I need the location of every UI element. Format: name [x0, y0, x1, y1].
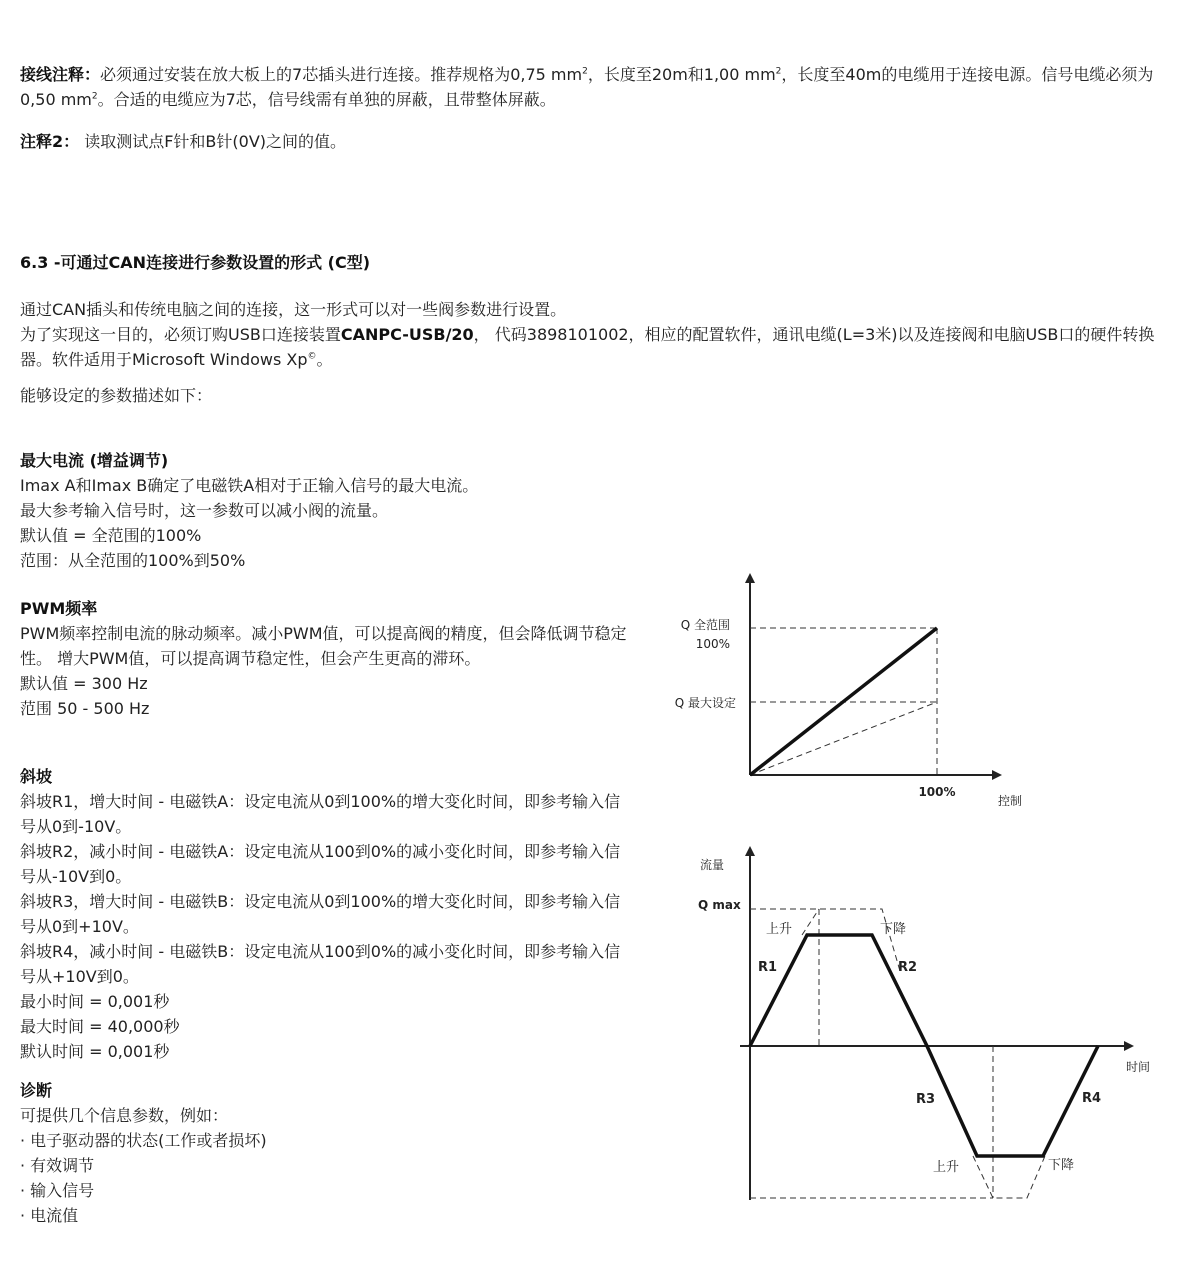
- ramp-default-time: 默认时间 = 0,001秒: [20, 1042, 170, 1061]
- q-max-label: Q max: [698, 898, 741, 912]
- y-axis-label: 流量: [700, 858, 725, 872]
- ramp-min-time: 最小时间 = 0,001秒: [20, 992, 170, 1011]
- note-2-text: 读取测试点F针和B针(0V)之间的值。: [79, 132, 347, 151]
- phase-label-fall: 下降: [880, 922, 907, 937]
- phase-label-rise: 上升: [933, 1160, 960, 1175]
- intro-2-text-a: 为了实现这一目的，必须订购USB口连接装置: [20, 325, 341, 344]
- ramp-label-r1: R1: [758, 960, 778, 975]
- full-gain-line: [750, 628, 937, 775]
- y-label-max-setting: Q 最大设定: [674, 696, 736, 710]
- max-current-line: Imax A和Imax B确定了电磁铁A相对于正输入信号的最大电流。: [20, 476, 479, 495]
- wiring-note: [20, 62, 1185, 112]
- diag-heading: 诊断: [20, 1081, 53, 1100]
- intro-paragraph-2: [20, 322, 1185, 372]
- ramp-item: 斜坡R2，减小时间 - 电磁铁A：设定电流从100到0%的减小变化时间，即参考输入信号从-10V到0。: [20, 842, 621, 886]
- pwm-default: 默认值 = 300 Hz: [20, 674, 148, 693]
- copyright-mark: ©: [307, 351, 317, 362]
- params-intro: [20, 383, 1185, 408]
- wiring-note-label: 接线注释：: [20, 65, 101, 84]
- pwm-description: PWM频率控制电流的脉动频率。减小PWM值，可以提高阀的精度，但会降低调节稳定性。 增大PWM值，可以提高调节稳定性，但会产生更高的滞环。: [20, 624, 627, 668]
- wiring-note-text-d: 。合适的电缆应为7芯，信号线需有单独的屏蔽，且带整体屏蔽。: [97, 90, 556, 109]
- x-tick-100: 100%: [918, 785, 956, 799]
- section-intro: [20, 297, 1185, 372]
- gain-chart: [650, 565, 1070, 815]
- ramp-max-time: 最大时间 = 40,000秒: [20, 1017, 180, 1036]
- superscript: 2: [91, 91, 98, 102]
- max-current-line: 最大参考输入信号时，这一参数可以减小阀的流量。: [20, 501, 389, 520]
- ramp-label-r3: R3: [916, 1092, 936, 1107]
- max-current-heading: 最大电流 (增益调节): [20, 451, 169, 470]
- section-title: [20, 250, 1185, 275]
- product-name: CANPC-USB/20: [340, 325, 474, 344]
- params-intro-text: 能够设定的参数描述如下：: [20, 386, 213, 405]
- pwm-heading: PWM频率: [20, 599, 98, 618]
- y-label-full-range: Q 全范围: [680, 618, 730, 632]
- diag-item: · 电流值: [20, 1206, 79, 1225]
- ramp-label-r4: R4: [1082, 1091, 1102, 1106]
- ramp-item: 斜坡R4，减小时间 - 电磁铁B：设定电流从100到0%的减小变化时间，即参考输入信号从+10V到0。: [20, 942, 621, 986]
- wiring-note-text-c: ，长度至40m的电缆用于连接电源。信号电缆必须为0,50 mm: [20, 65, 1154, 109]
- diag-item: · 电子驱动器的状态(工作或者损坏): [20, 1131, 267, 1150]
- x-axis-label: 控制: [997, 794, 1023, 808]
- ramp-item: 斜坡R3，增大时间 - 电磁铁B：设定电流从0到100%的增大变化时间，即参考输入信号从0到+10V。: [20, 892, 621, 936]
- pwm-range: 范围 50 - 500 Hz: [20, 699, 150, 718]
- pwm-block: [20, 596, 630, 721]
- diag-intro: 可提供几个信息参数，例如：: [20, 1106, 229, 1125]
- ramp-block: [20, 764, 630, 1064]
- ramp-heading: 斜坡: [20, 767, 53, 786]
- diag-block: [20, 1078, 630, 1228]
- ramp-item: 斜坡R1，增大时间 - 电磁铁A：设定电流从0到100%的增大变化时间，即参考输入信号从0到-10V。: [20, 792, 621, 836]
- max-current-line: 范围：从全范围的100%到50%: [20, 551, 246, 570]
- x-axis-label: 时间: [1125, 1060, 1151, 1074]
- wiring-note-text-a: 必须通过安装在放大板上的7芯插头进行连接。推荐规格为0,75 mm: [100, 65, 583, 84]
- ramp-chart: [690, 838, 1170, 1208]
- note-2-label: 注释2：: [20, 132, 80, 151]
- intro-2-text-b: ， 代码3898101002，相应的配置软件，通讯电缆(L=3米)以及连接阀和电脑USB口的硬件转换器。软件适用于Microsoft Windows Xp: [20, 325, 1155, 369]
- diag-item: · 输入信号: [20, 1181, 95, 1200]
- section-heading: 6.3 -可通过CAN连接进行参数设置的形式 (C型): [20, 253, 371, 272]
- max-current-block: [20, 448, 630, 573]
- phase-label-rise: 上升: [766, 922, 793, 937]
- intro-2-text-c: 。: [316, 350, 333, 369]
- diag-item: · 有效调节: [20, 1156, 95, 1175]
- ramp-guide-top: [802, 909, 819, 935]
- intro-paragraph-1: 通过CAN插头和传统电脑之间的连接，这一形式可以对一些阀参数进行设置。: [20, 300, 567, 319]
- note-2: [20, 129, 1185, 154]
- superscript: 2: [582, 66, 588, 77]
- phase-label-fall: 下降: [1048, 1158, 1075, 1173]
- ramp-guide-bottom: [973, 1156, 1045, 1198]
- superscript: 2: [775, 66, 782, 77]
- wiring-note-text-b: ，长度至20m和1,00 mm: [587, 65, 776, 84]
- y-label-100: 100%: [695, 637, 730, 651]
- ramp-label-r2: R2: [898, 960, 918, 975]
- max-current-line: 默认值 = 全范围的100%: [20, 526, 202, 545]
- reduced-gain-line: [750, 702, 937, 775]
